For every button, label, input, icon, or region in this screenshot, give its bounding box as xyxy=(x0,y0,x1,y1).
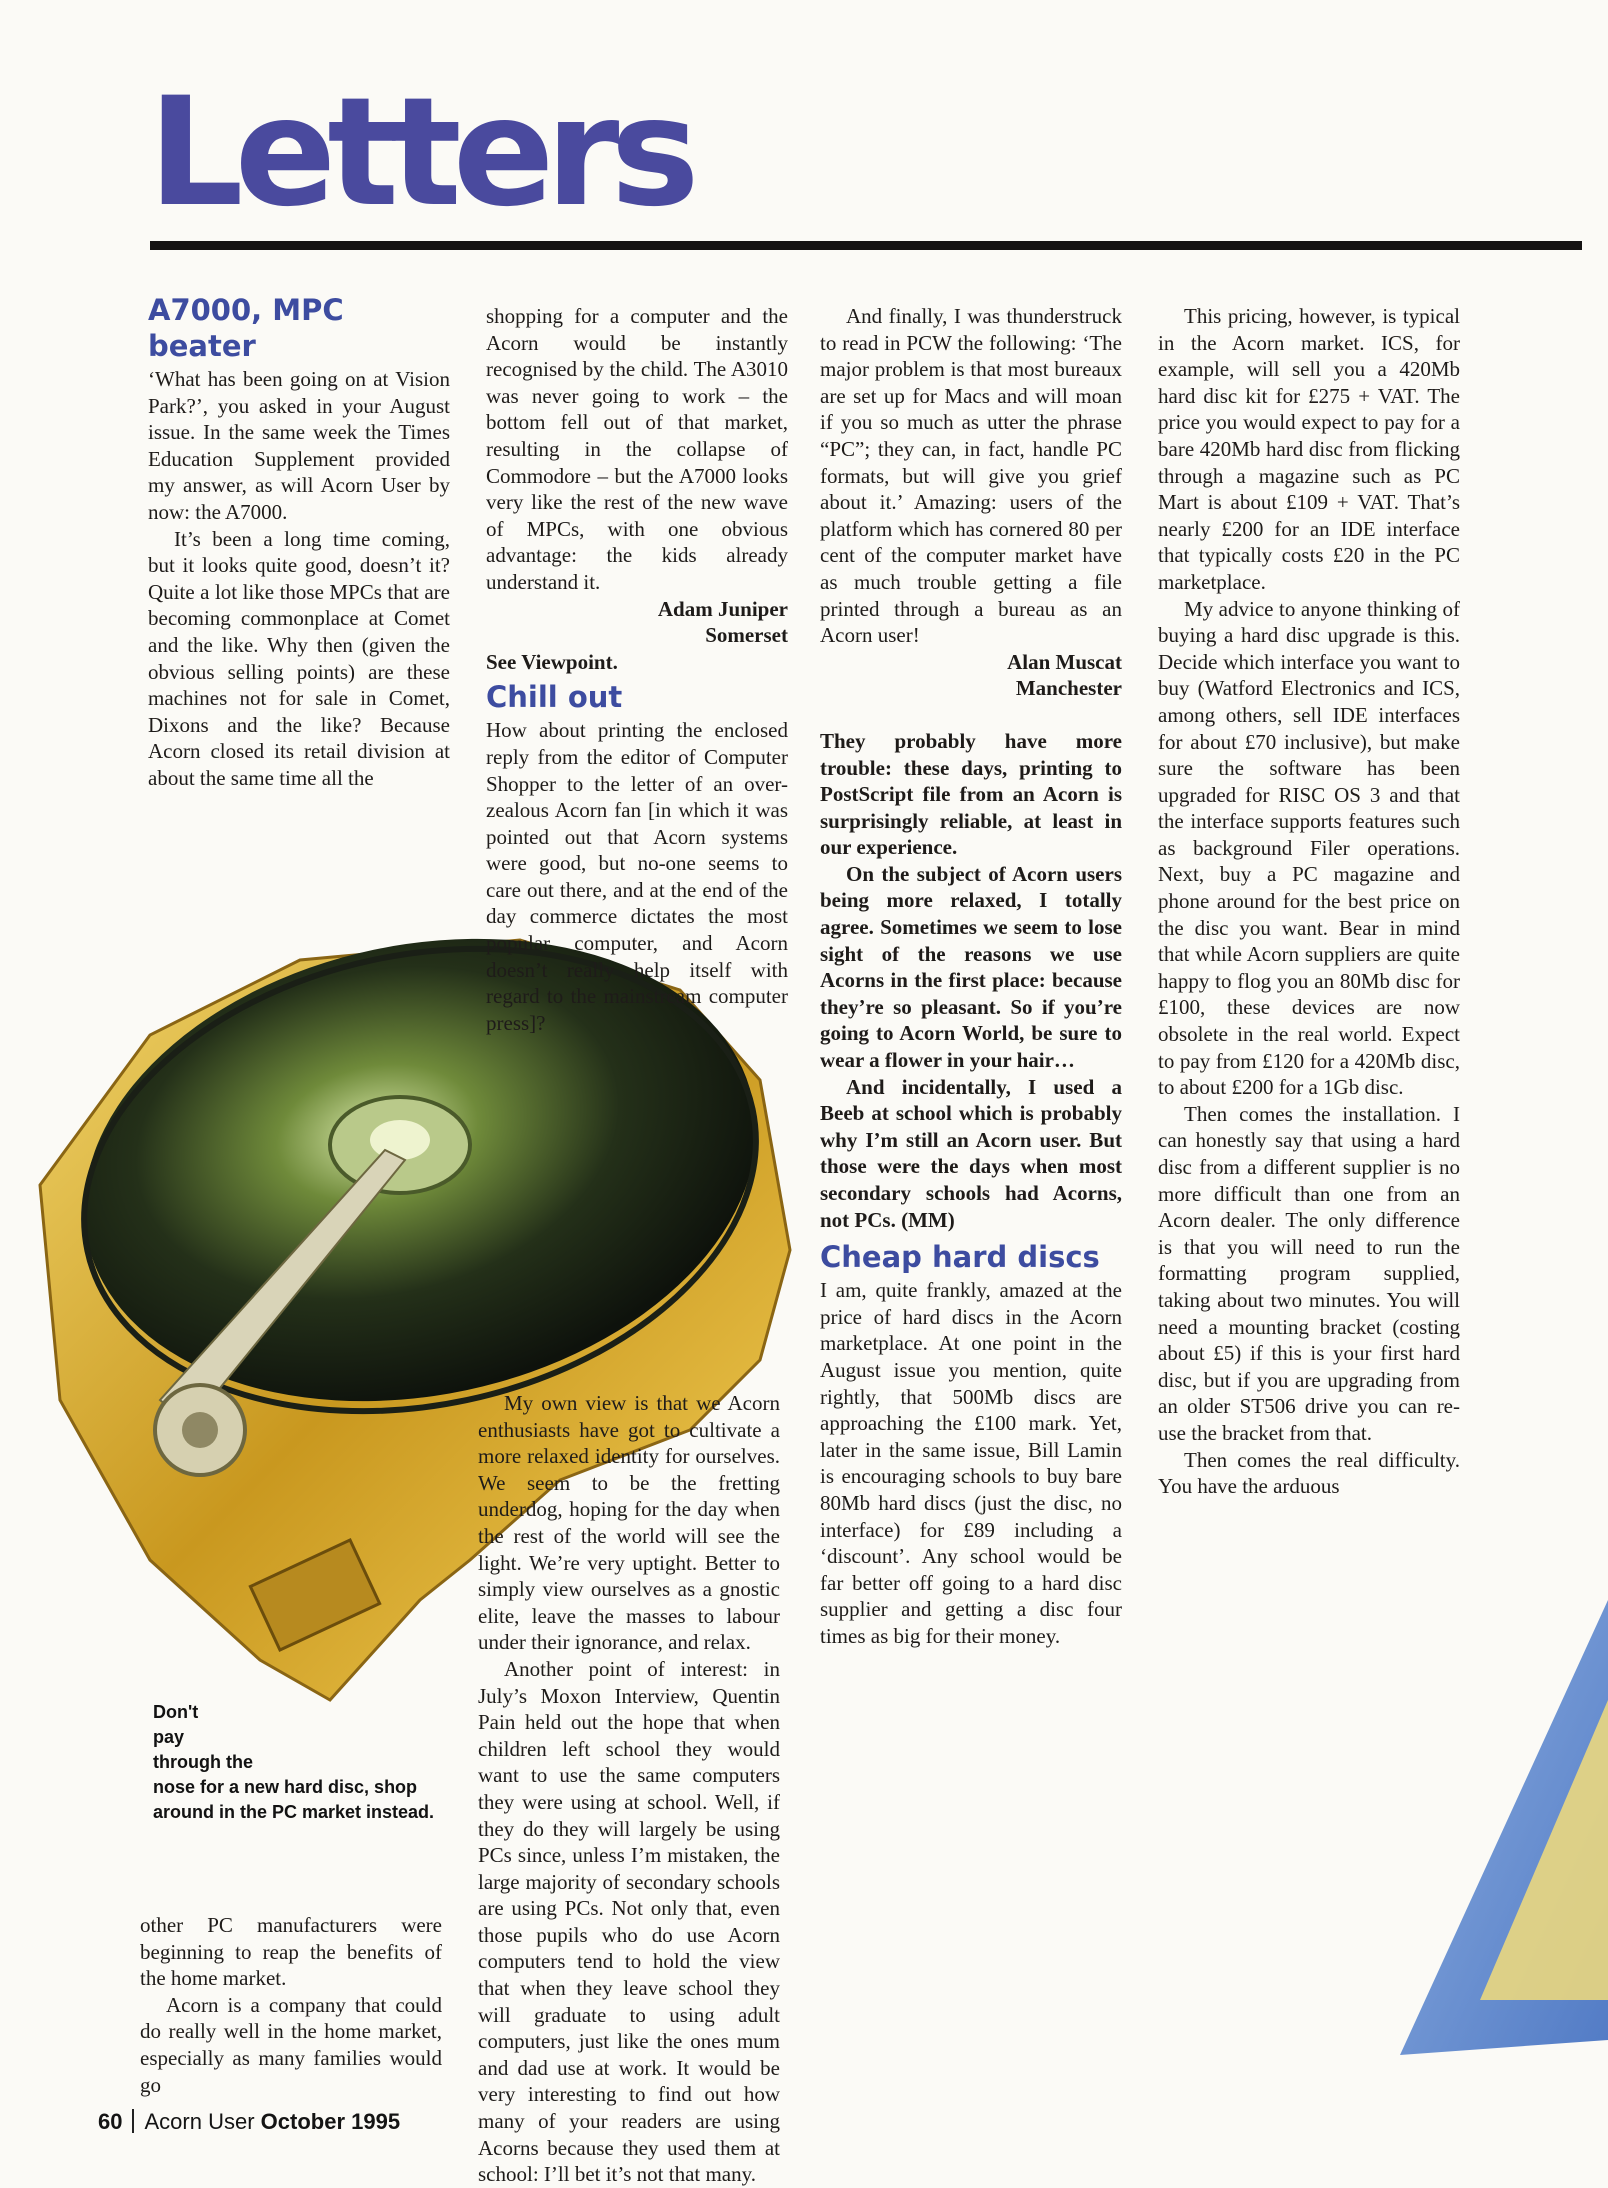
disc-spindle-center xyxy=(370,1120,430,1160)
letter1-paragraph-1: ‘What has been going on at Vision Park?’, you asked in your August issue. In the same week the Times Education Supplement provided my answer, as will Acorn User by now: the A7000. xyxy=(148,367,450,524)
letter2-reply-1: They probably have more trouble: these days, printing to PostScript file from an Acorn is surprisingly reliable, at least in our experience. xyxy=(820,728,1122,860)
issue-date: October 1995 xyxy=(260,2109,401,2134)
column-4 xyxy=(1158,303,1460,2098)
letter2-paragraph-4: And finally, I was thunderstruck to read in PCW the following: ‘The major problem is that most bureaux are set up for Macs and will moan if you so much as utter the phrase “PC”; they can, in fact, handle PC formats, but will give you grief about it.’ Amazing: users of the platform which has cornered 80 per cent of the computer market have as much trouble getting a file printed through a bureau as an Acorn user! xyxy=(820,304,1122,648)
letter2-signature-place: Manchester xyxy=(1015,676,1122,701)
letter2-signature-name: Alan Muscat xyxy=(1007,649,1122,674)
letter2-paragraph-2: My own view is that we Acorn enthusiasts have got to cultivate a more relaxed identity for ourselves. We seem to be the fretting underdog, hoping for the day when the rest of the world will see the light. We’re very uptight. Better to simply view ourselves as a gnostic elite, leave the masses to labour under their ignorance, and relax. xyxy=(478,1391,780,1655)
letter3-paragraph-4: Then comes the installation. I can honestly say that using a hard disc from a different supplier is no more difficult than one from an Acorn dealer. The only difference is that you will need to run the formatting program supplied, taking about two minutes. You will need a mounting bracket (costing about £5) if this is your first hard disc, but if you are upgrading from an older ST506 drive you can re-use the bracket from that. xyxy=(1158,1101,1460,1445)
letter1-signature-place: Somerset xyxy=(705,623,788,648)
letter2-paragraph-3: Another point of interest: in July’s Moxon Interview, Quentin Pain held out the hope that when children left school they would want to use the same computers they were using at school. Well, if they do they will largely be using PCs since, unless I’m mistaken, the large majority of secondary schools are using PCs. Not only that, even those pupils who do use Acorn computers tend to hold the view that when they leave school they will graduate to using adult computers, just like the ones mum and dad use at work. It would be very interesting to find out how many of your readers are using Acorns because they used them at school: I’ll bet it’s not that many. xyxy=(478,1656,780,2187)
page-number: 60 xyxy=(98,2109,123,2134)
column-2-top xyxy=(486,303,788,1035)
page-footer xyxy=(98,2109,400,2135)
page-title: Letters xyxy=(148,66,691,240)
letter2-reply-2: On the subject of Acorn users being more relaxed, I totally agree. Sometimes we seem to lose sight of the reasons we use Acorns in the first place: because they’re so pleasant. So if you’re going to Acorn World, be sure to wear a flower in your hair… xyxy=(820,861,1122,1073)
letter1-paragraph-5: shopping for a computer and the Acorn would be instantly recognised by the child. The A3010 was never going to work – the bottom fell out of that market, resulting in the collapse of Commodore – but the A7000 looks very like the rest of the new wave of MPCs, with one obvious advantage: the kids already understand it. xyxy=(486,304,788,594)
footer-divider xyxy=(132,2109,134,2133)
letter3-paragraph-3: My advice to anyone thinking of buying a hard disc upgrade is this. Decide which interface you want to buy (Watford Electronics and ICS, among others, sell IDE interfaces for about £70 inclusive), but make sure the software has been upgraded for RISC OS 3 and that the interface supports features such as background Filer operations. Next, buy a PC magazine and phone around for the best price on the disc you want. Bear in mind that while Acorn suppliers are quite happy to flog you an 80Mb disc for £100, these devices are now obsolete in the real world. Expect to pay from £120 for a 420Mb disc, to about £200 for a 1Gb disc. xyxy=(1158,596,1460,1100)
letter2-reply-3: And incidentally, I used a Beeb at school which is probably why I’m still an Acorn user. But those were the days when most secondary schools had Acorns, not PCs. (MM) xyxy=(820,1074,1122,1232)
column-3 xyxy=(820,303,1122,2098)
letter3-paragraph-1: I am, quite frankly, amazed at the price of hard discs in the Acorn marketplace. At one point in the August issue you mention, quite rightly, that 500Mb discs are approaching the £100 mark. Yet, later in the same issue, Bill Lamin is encouraging schools to buy bare 80Mb hard discs (just the disc, no interface) for £89 including a ‘discount’. Any school would be far better off going to a hard disc supplier and getting a disc four times as big for their money. xyxy=(820,1278,1122,1648)
magazine-name: Acorn User xyxy=(144,2109,255,2134)
letter1-paragraph-4: Acorn is a company that could do really well in the home market, especially as many families would go xyxy=(140,1992,442,2097)
letter1-signature-name: Adam Juniper xyxy=(657,596,788,621)
letter1-paragraph-2: It’s been a long time coming, but it looks quite good, doesn’t it? Quite a lot like those MPCs that are becoming commonplace at Comet and the like. Why then (given the obvious selling points) are these machines not for sale in Comet, Dixons and the like? Because Acorn closed its retail division at about the same time all the xyxy=(148,526,450,790)
letter1-reply: See Viewpoint. xyxy=(486,649,618,674)
column-1 xyxy=(148,292,450,852)
letter2-paragraph-1: How about printing the enclosed reply from the editor of Computer Shopper to the letter of an over-zealous Acorn fan [in which it was pointed out that Acorn systems were good, but no-one seems to care out there, and at the end of the day commerce dictates the most popular computer, and Acorn doesn’t really help itself with regard to the mainstream computer press]? xyxy=(486,718,788,1035)
column-1-bottom xyxy=(140,1912,442,2097)
letter3-paragraph-5: Then comes the real difficulty. You have the arduous xyxy=(1158,1447,1460,1499)
letter1-paragraph-3: other PC manufacturers were beginning to reap the benefits of the home market. xyxy=(140,1913,442,1991)
heading-chill-out: Chill out xyxy=(486,680,623,715)
heading-a7000: A7000, MPC beater xyxy=(148,293,344,363)
column-2-bottom xyxy=(478,1390,780,2187)
photo-caption: Don't pay through the nose for a new hard disc, shop around in the PC market instead. xyxy=(153,1702,435,1822)
letter3-paragraph-2: This pricing, however, is typical in the Acorn market. ICS, for example, will sell you a 420Mb hard disc kit for £275 + VAT. The price you would expect to pay for a bare 420Mb hard disc from flicking through a magazine such as PC Mart is about £109 + VAT. That’s nearly £200 for an IDE interface that typically costs £20 in the PC marketplace. xyxy=(1158,304,1460,594)
heading-cheap-hard-discs: Cheap hard discs xyxy=(820,1240,1100,1275)
